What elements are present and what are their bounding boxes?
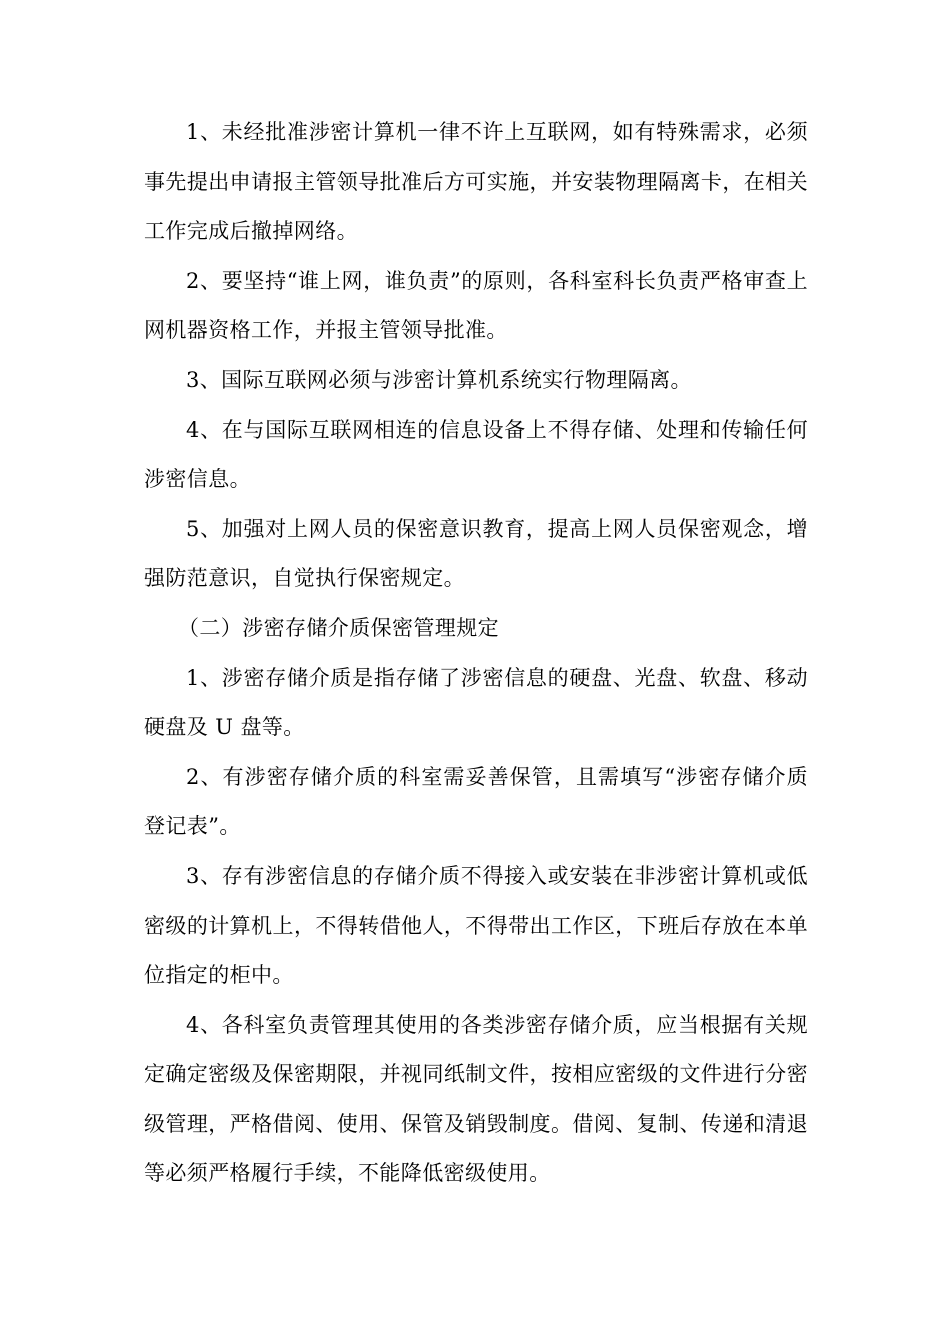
media-rule-paragraph-3: 3、存有涉密信息的存储介质不得接入或安装在非涉密计算机或低密级的计算机上，不得转借他人，不得带出工作区，下班后存放在本单位指定的柜中。 — [144, 863, 808, 988]
rule-paragraph-3: 3、国际互联网必须与涉密计算机系统实行物理隔离。 — [186, 367, 692, 392]
rule-paragraph-2: 2、要坚持“谁上网，谁负责”的原则，各科室科长负责严格审查上网机器资格工作，并报主管领导批准。 — [144, 268, 808, 343]
rule-paragraph-5: 5、加强对上网人员的保密意识教育，提高上网人员保密观念，增强防范意识，自觉执行保密规定。 — [144, 516, 808, 591]
document-body — [144, 108, 808, 1199]
rule-paragraph-4: 4、在与国际互联网相连的信息设备上不得存储、处理和传输任何涉密信息。 — [144, 417, 808, 492]
section-heading: （二）涉密存储介质保密管理规定 — [178, 615, 499, 640]
media-rule-paragraph-4: 4、各科室负责管理其使用的各类涉密存储介质，应当根据有关规定确定密级及保密期限，并视同纸制文件，按相应密级的文件进行分密级管理，严格借阅、使用、保管及销毁制度。借阅、复制、传递和清退等必须严格履行手续，不能降低密级使用。 — [144, 1012, 808, 1186]
media-rule-paragraph-2: 2、有涉密存储介质的科室需妥善保管，且需填写“涉密存储介质登记表”。 — [144, 764, 808, 839]
media-rule-paragraph-1: 1、涉密存储介质是指存储了涉密信息的硬盘、光盘、软盘、移动硬盘及 U 盘等。 — [144, 665, 808, 740]
rule-paragraph-1: 1、未经批准涉密计算机一律不许上互联网，如有特殊需求，必须事先提出申请报主管领导批准后方可实施，并安装物理隔离卡，在相关工作完成后撤掉网络。 — [144, 120, 808, 244]
